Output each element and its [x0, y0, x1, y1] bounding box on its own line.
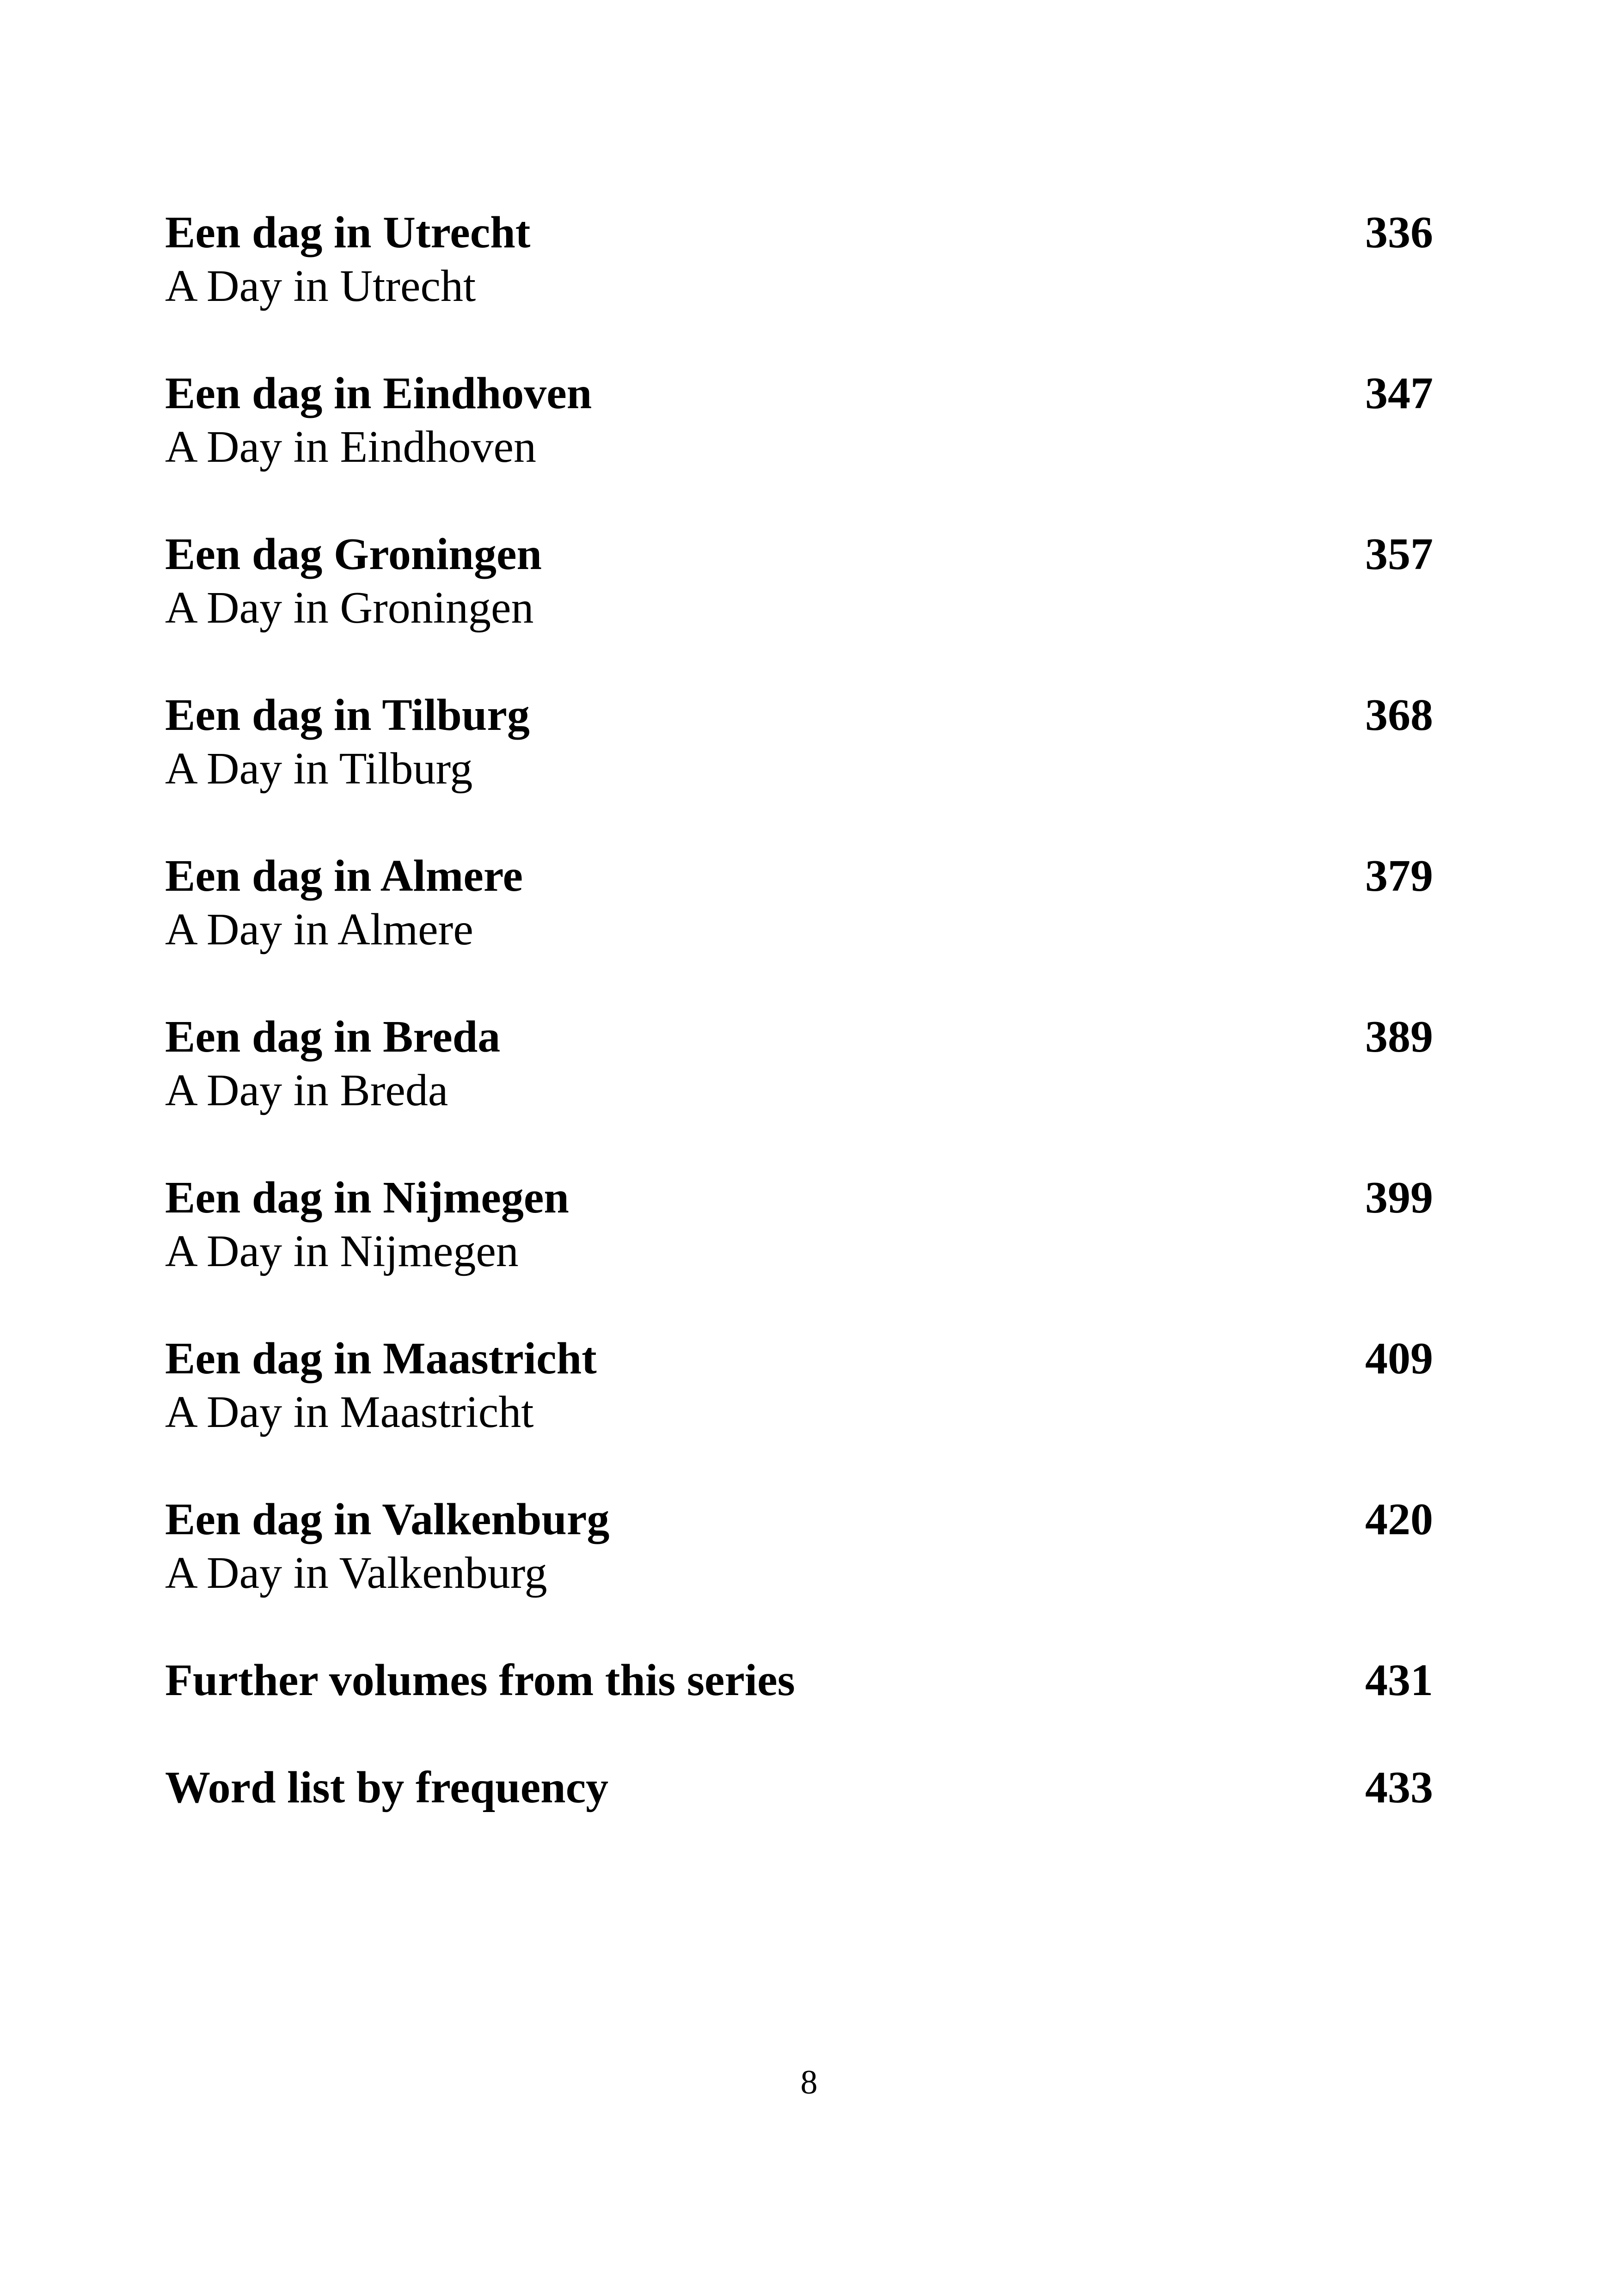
toc-entry-title: Word list by frequency: [165, 1763, 609, 1812]
toc-entry-subtitle: A Day in Tilburg: [165, 744, 473, 794]
toc-entry-title: Een dag in Valkenburg: [165, 1494, 610, 1544]
toc-entry-page: 379: [1365, 851, 1433, 901]
toc-entry-text: [165, 688, 530, 796]
toc-entry-valkenburg: [165, 1493, 1433, 1600]
toc-entry-subtitle: A Day in Nijmegen: [165, 1226, 519, 1276]
toc-entry-title: Een dag in Breda: [165, 1012, 501, 1062]
toc-entry-title: Een dag in Tilburg: [165, 690, 530, 740]
toc-entry-subtitle: A Day in Maastricht: [165, 1387, 534, 1437]
toc-entry-subtitle: A Day in Breda: [165, 1065, 448, 1115]
toc-entry-text: [165, 1761, 608, 1814]
toc-entry-text: [165, 1332, 597, 1439]
toc-entry-page: 399: [1365, 1173, 1433, 1223]
toc-entry-almere: [165, 849, 1433, 956]
toc-entry-text: [165, 367, 592, 474]
toc-entry-utrecht: [165, 206, 1433, 313]
toc-entry-nijmegen: [165, 1171, 1433, 1278]
toc-entry-title: Een dag in Maastricht: [165, 1334, 597, 1384]
toc-entry-groningen: [165, 527, 1433, 635]
toc-entry-breda: [165, 1010, 1433, 1117]
toc-entry-page: 420: [1365, 1494, 1433, 1544]
toc-entry-maastricht: [165, 1332, 1433, 1439]
toc-entry-title: Een dag in Utrecht: [165, 208, 531, 257]
toc-entry-word-list: [165, 1761, 1433, 1814]
table-of-contents: [165, 206, 1433, 1868]
toc-entry-text: [165, 1653, 795, 1707]
toc-entry-subtitle: A Day in Eindhoven: [165, 422, 536, 472]
toc-entry-title: Further volumes from this series: [165, 1655, 795, 1705]
toc-entry-title: Een dag Groningen: [165, 529, 542, 579]
toc-entry-page: 431: [1365, 1655, 1433, 1705]
toc-entry-subtitle: A Day in Almere: [165, 905, 473, 955]
toc-entry-subtitle: A Day in Valkenburg: [165, 1548, 547, 1598]
toc-entry-text: [165, 1171, 569, 1278]
toc-entry-page: 389: [1365, 1012, 1433, 1062]
toc-entry-subtitle: A Day in Utrecht: [165, 261, 476, 311]
toc-entry-subtitle: A Day in Groningen: [165, 583, 534, 633]
toc-entry-text: [165, 206, 530, 313]
toc-entry-page: 336: [1365, 208, 1433, 257]
toc-entry-title: Een dag in Almere: [165, 851, 523, 901]
toc-entry-title: Een dag in Nijmegen: [165, 1173, 569, 1223]
toc-entry-title: Een dag in Eindhoven: [165, 368, 592, 418]
toc-entry-tilburg: [165, 688, 1433, 796]
toc-entry-text: [165, 1010, 500, 1117]
toc-entry-text: [165, 527, 542, 635]
toc-entry-text: [165, 849, 523, 956]
toc-entry-page: 409: [1365, 1334, 1433, 1384]
toc-entry-page: 433: [1365, 1763, 1433, 1812]
toc-entry-further-volumes: [165, 1653, 1433, 1707]
toc-entry-eindhoven: [165, 367, 1433, 474]
page-number: 8: [800, 2063, 818, 2101]
toc-entry-text: [165, 1493, 609, 1600]
toc-entry-page: 368: [1365, 690, 1433, 740]
toc-entry-page: 347: [1365, 368, 1433, 418]
toc-entry-page: 357: [1365, 529, 1433, 579]
